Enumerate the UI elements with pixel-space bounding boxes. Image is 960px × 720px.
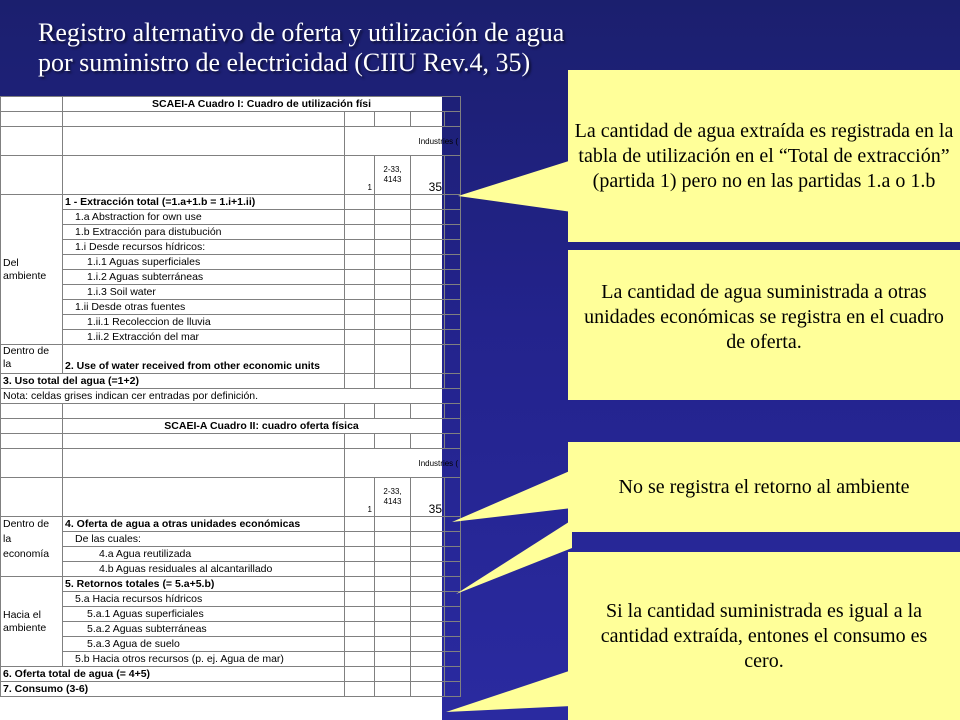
table2-row-7: 7. Consumo (3-6) (1, 682, 345, 697)
table2-row-4: 4. Oferta de agua a otras unidades económicas (63, 517, 345, 532)
table-row (1, 652, 461, 667)
table1-row-1i3: 1.i.3 Soil water (63, 285, 345, 300)
table1-row-1: 1 - Extracción total (=1.a+1.b = 1.i+1.ii) (63, 195, 345, 210)
pointer-callout-3b (456, 520, 572, 594)
table1-group-ambiente: Del ambiente (1, 195, 63, 345)
table2-col-3: 35 (411, 478, 445, 517)
title-line-1: Registro alternativo de oferta y utilización de agua (38, 18, 565, 47)
table-row (1, 517, 461, 532)
table1-note: Nota: celdas grises indican cer entradas por definición. (1, 389, 461, 404)
table-row (1, 577, 461, 592)
table-row (1, 210, 461, 225)
table1-row-1i: 1.i Desde recursos hídricos: (63, 240, 345, 255)
table2-row-5b: 5.b Hacia otros recursos (p. ej. Agua de mar) (63, 652, 345, 667)
spreadsheet (0, 96, 459, 720)
table-row (1, 607, 461, 622)
callout-no-return-text: No se registra el retorno al ambiente (618, 475, 910, 498)
table2-group-hacia: Hacia el ambiente (1, 577, 63, 667)
table2-row-4a: 4.a Agua reutilizada (63, 547, 345, 562)
table2-row-5a: 5.a Hacia recursos hídricos (63, 592, 345, 607)
table-row (1, 592, 461, 607)
table2-heading: SCAEI-A Cuadro II: cuadro oferta física (63, 419, 461, 434)
table-row (1, 562, 461, 577)
table2-row-4b: 4.b Aguas residuales al alcantarillado (63, 562, 345, 577)
callout-supply (568, 250, 960, 400)
table1-industries-label: Industries ( (345, 127, 461, 156)
pointer-callout-4 (446, 670, 572, 712)
table1-row-1ii1: 1.ii.1 Recoleccion de lluvia (63, 315, 345, 330)
callout-extraction (568, 70, 960, 242)
callout-consumption-text: Si la cantidad suministrada es igual a la cantidad extraída, entones el consumo es cero. (600, 599, 928, 672)
table1-row-1b: 1.b Extracción para distubución (63, 225, 345, 240)
pointer-callout-3 (452, 470, 572, 522)
table-row (1, 374, 461, 389)
table1-row-1i2: 1.i.2 Aguas subterráneas (63, 270, 345, 285)
table-row (1, 240, 461, 255)
table-row (1, 547, 461, 562)
table2-row-de-las-cuales: De las cuales: (63, 532, 345, 547)
table1-group-dentro: Dentro de la (1, 345, 63, 374)
table2-row-5a1: 5.a.1 Aguas superficiales (63, 607, 345, 622)
table2-row-5: 5. Retornos totales (= 5.a+5.b) (63, 577, 345, 592)
table-row (1, 300, 461, 315)
callout-extraction-text: La cantidad de agua extraída es registrada en la tabla de utilización en el “Total de extracción” (partida 1) pero no en las partidas 1.a o 1.b (574, 119, 954, 192)
table-row (1, 315, 461, 330)
title-line-2: por suministro de electricidad (CIIU Rev.4, 35) (38, 48, 531, 77)
table1-col-3: 35 (411, 156, 445, 195)
table1-heading: SCAEI-A Cuadro I: Cuadro de utilización físi (63, 97, 461, 112)
table1-row-1ii: 1.ii Desde otras fuentes (63, 300, 345, 315)
callout-no-return (568, 442, 960, 532)
callout-consumption (568, 552, 960, 720)
table-row (1, 667, 461, 682)
pointer-callout-1 (458, 160, 572, 212)
table2-row-5a2: 5.a.2 Aguas subterráneas (63, 622, 345, 637)
table2-row-5a3: 5.a.3 Agua de suelo (63, 637, 345, 652)
table1-row-1ii2: 1.ii.2 Extracción del mar (63, 330, 345, 345)
table-row (1, 270, 461, 285)
table2-row-6: 6. Oferta total de agua (= 4+5) (1, 667, 345, 682)
table1-row-3: 3. Uso total del agua (=1+2) (1, 374, 345, 389)
table-row (1, 285, 461, 300)
table-row (1, 345, 461, 374)
table-row (1, 330, 461, 345)
table-row (1, 682, 461, 697)
table1-col-2: 2-33, 4143 (375, 156, 411, 195)
use-table (0, 96, 461, 697)
table-row (1, 622, 461, 637)
table-row (1, 195, 461, 210)
table-row (1, 255, 461, 270)
table-row (1, 225, 461, 240)
callout-supply-text: La cantidad de agua suministrada a otras unidades económicas se registra en el cuadro de oferta. (584, 281, 944, 353)
table2-col-1: 1 (345, 478, 375, 517)
slide-title (38, 18, 738, 78)
table1-row-1a: 1.a Abstraction for own use (63, 210, 345, 225)
table-row (1, 637, 461, 652)
table-row (1, 532, 461, 547)
table2-group-economia: Dentro de la economía (1, 517, 63, 577)
table-row (1, 389, 461, 404)
table1-col-1: 1 (345, 156, 375, 195)
table2-industries-label: Industries ( (345, 449, 461, 478)
table1-row-1i1: 1.i.1 Aguas superficiales (63, 255, 345, 270)
table1-row-2: 2. Use of water received from other economic units (63, 345, 345, 374)
table2-col-2: 2-33, 4143 (375, 478, 411, 517)
